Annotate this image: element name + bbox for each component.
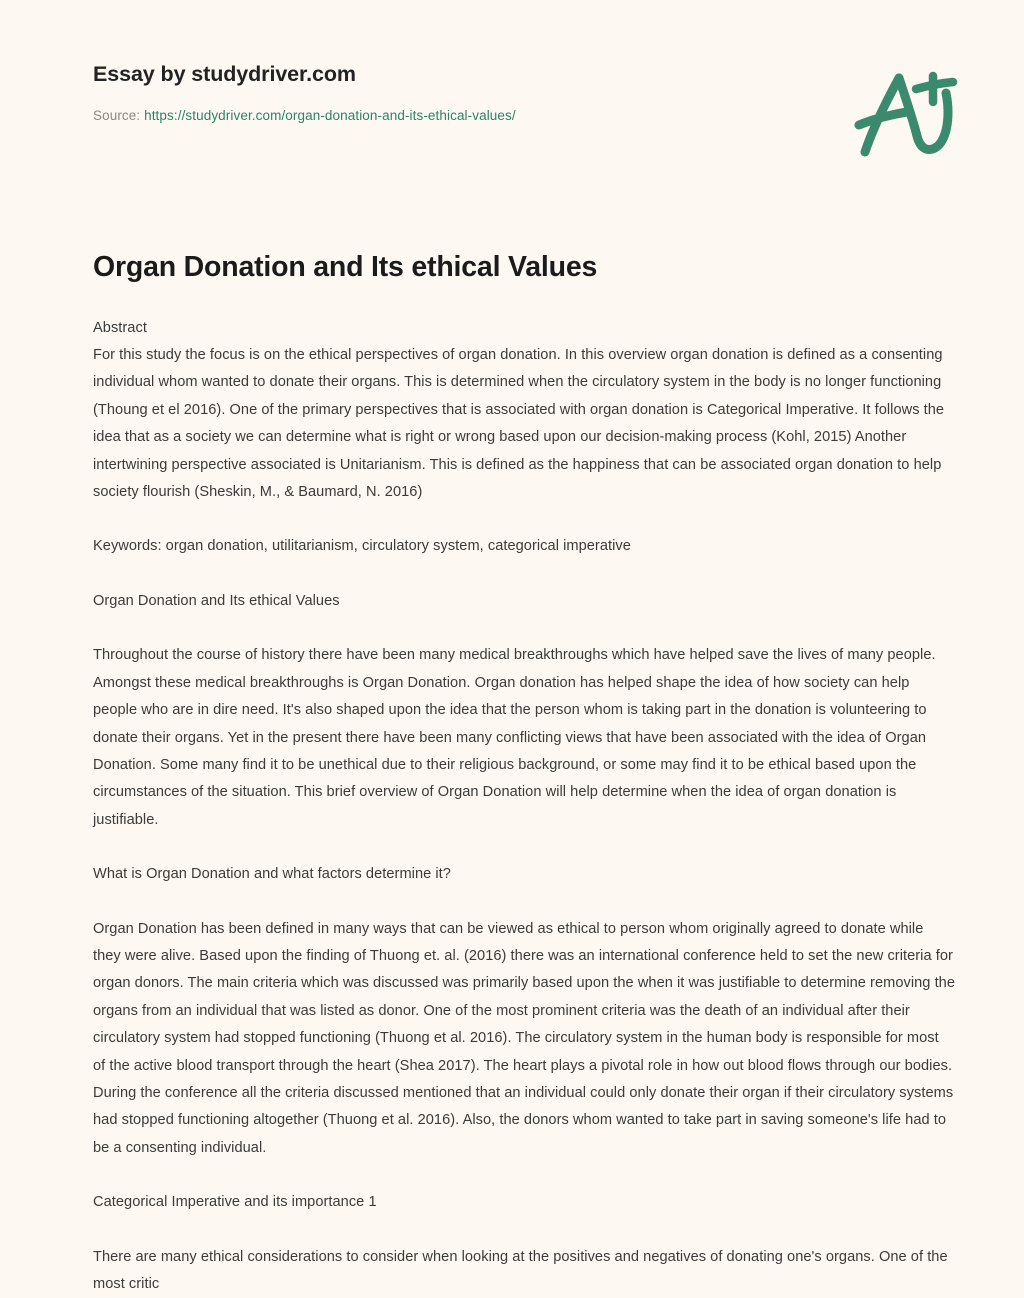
source-label: Source:	[93, 107, 141, 123]
document-header	[0, 0, 1024, 178]
a-plus-logo	[847, 62, 969, 158]
categorical-imperative-paragraph: There are many ethical considerations to consider when looking at the positives and negatives of donating one's organs. One of the most critic	[93, 1248, 948, 1292]
keywords-line: Keywords: organ donation, utilitarianism, circulatory system, categorical imperative	[93, 538, 631, 555]
abstract-paragraph: For this study the focus is on the ethical perspectives of organ donation. In this overview organ donation is defined as a consenting individual whom wanted to donate their organs. This is determined when the circulatory system in the body is no longer functioning (Thoung et el 2016). One of the primary perspectives that is associated with organ donation is Categorical Imperative. It follows the idea that as a society we can determine what is right or wrong based upon our decision-making process (Kohl, 2015) Another intertwining perspective associated is Unitarianism. This is defined as the happiness that can be associated organ donation to help society flourish (Sheskin, M., & Baumard, N. 2016)	[93, 347, 945, 501]
section-heading-what-is: What is Organ Donation and what factors determine it?	[93, 866, 451, 883]
definition-paragraph: Organ Donation has been defined in many ways that can be viewed as ethical to person whom originally agreed to donate while they were alive. Based upon the finding of Thuong et. al. (2016) there was an international conference held to set the new criteria for organ donors. The main criteria which was discussed was primarily based upon the when it was justifiable to determine removing the organs from an individual that was listed as donor. One of the most prominent criteria was the death of an individual after their circulatory system had stopped functioning (Thuong et al. 2016). The circulatory system in the human body is responsible for most of the active blood transport through the heart (Shea 2017). The heart plays a pivotal role in how out blood flows through our bodies. During the conference all the criteria discussed mentioned that an individual could only donate their organ if their circulatory systems had stopped functioning altogether (Thuong et al. 2016). Also, the donors whom wanted to take part in saving someone's life had to be a consenting individual.	[93, 920, 956, 1156]
document-body	[0, 250, 1024, 1298]
abstract-heading: Abstract	[93, 319, 147, 336]
section-heading-intro: Organ Donation and Its ethical Values	[93, 592, 340, 609]
intro-paragraph: Throughout the course of history there have been many medical breakthroughs which have helped save the lives of many people. Amongst these medical breakthroughs is Organ Donation. Organ donation has helped shape the idea of how society can help people who are in dire need. It's also shaped upon the idea that the person whom is taking part in the donation is volunteering to donate their organs. Yet in the present there have been many conflicting views that have been associated with the idea of Organ Donation. Some many find it to be unethical due to their religious background, or some may find it to be ethical based upon the circumstances of the situation. This brief overview of Organ Donation will help determine when the idea of organ donation is justifiable.	[93, 647, 936, 828]
source-line	[93, 107, 964, 125]
section-heading-categorical-imperative: Categorical Imperative and its importance 1	[93, 1194, 377, 1211]
source-url-link[interactable]: https://studydriver.com/organ-donation-and-its-ethical-values/	[144, 107, 516, 123]
brand-attribution: Essay by studydriver.com	[93, 62, 356, 86]
page-title: Organ Donation and Its ethical Values	[93, 251, 598, 283]
